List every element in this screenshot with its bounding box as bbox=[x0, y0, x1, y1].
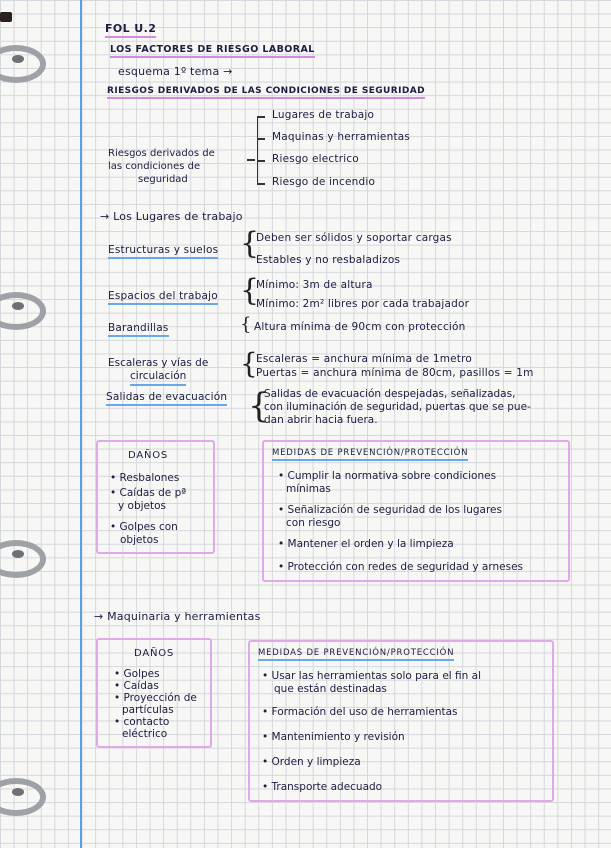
medidas-item-line: • Señalización de seguridad de los lugares bbox=[278, 504, 502, 516]
tree-bracket bbox=[257, 116, 258, 184]
medidas-item-line: con riesgo bbox=[286, 517, 341, 529]
risk-branch: Lugares de trabajo bbox=[272, 109, 375, 121]
row-item-line: Salidas de evacuación despejadas, señalizadas, bbox=[264, 388, 516, 400]
danos-title: DAÑOS bbox=[128, 450, 169, 461]
course-tag: FOL U.2 bbox=[105, 22, 156, 38]
section-heading-lugares: → Los Lugares de trabajo bbox=[100, 210, 243, 223]
medidas-item bbox=[278, 504, 523, 530]
danos-item-line: • Caídas de pª bbox=[110, 487, 187, 499]
danos-item bbox=[110, 487, 186, 513]
medidas-item bbox=[278, 470, 523, 496]
medidas-item-line: • Mantenimiento y revisión bbox=[262, 731, 405, 743]
danos-item bbox=[114, 668, 197, 680]
medidas-item-line: • Usar las herramientas solo para el fin al bbox=[262, 670, 481, 682]
medidas-item bbox=[262, 781, 481, 794]
medidas-item-line: • Protección con redes de seguridad y arneses bbox=[278, 561, 523, 573]
danos-item bbox=[114, 716, 197, 740]
risk-branch: Riesgo de incendio bbox=[272, 176, 376, 188]
medidas-item-line: • Cumplir la normativa sobre condiciones bbox=[278, 470, 497, 482]
medidas-item bbox=[262, 756, 481, 769]
danos-item-line: • Resbalones bbox=[110, 472, 180, 484]
page-subtitle: esquema 1º tema → bbox=[118, 65, 233, 78]
danos-item bbox=[114, 680, 197, 692]
medidas-title: MEDIDAS DE PREVENCIÓN/PROTECCIÓN bbox=[258, 648, 454, 661]
row-item: Estables y no resbaladizos bbox=[256, 254, 401, 266]
row-label: Salidas de evacuación bbox=[106, 391, 227, 406]
medidas-item bbox=[278, 538, 523, 551]
row-item-line: con iluminación de seguridad, puertas que se pue- bbox=[264, 401, 531, 413]
danos-item bbox=[110, 472, 186, 485]
medidas-title: MEDIDAS DE PREVENCIÓN/PROTECCIÓN bbox=[272, 448, 468, 461]
tree-tick bbox=[257, 160, 265, 162]
danos-item-line: • Golpes con bbox=[110, 521, 178, 533]
brace: { bbox=[240, 273, 260, 308]
danos-item bbox=[110, 521, 186, 547]
medidas-item-line: • Mantener el orden y la limpieza bbox=[278, 538, 454, 550]
medidas-item-line: • Formación del uso de herramientas bbox=[262, 706, 458, 718]
row-item: Altura mínima de 90cm con protección bbox=[254, 321, 466, 333]
risk-branch: Riesgo electrico bbox=[272, 153, 359, 165]
danos-list bbox=[114, 668, 197, 740]
brace: { bbox=[240, 226, 260, 261]
danos-item-line: • contacto bbox=[114, 716, 170, 728]
row-label-line: Escaleras y vías de bbox=[108, 357, 209, 369]
medidas-item bbox=[278, 561, 523, 574]
row-label bbox=[108, 357, 208, 386]
tree-tick bbox=[257, 183, 265, 185]
medidas-list bbox=[262, 670, 481, 794]
danos-list bbox=[110, 472, 186, 547]
row-item: Puertas = anchura mínima de 80cm, pasillos = 1m bbox=[256, 367, 534, 379]
medidas-item-line: • Transporte adecuado bbox=[262, 781, 383, 793]
punch-hole bbox=[0, 12, 12, 22]
binder-ring bbox=[0, 45, 46, 83]
section-heading-maquinaria: → Maquinaria y herramientas bbox=[94, 610, 261, 623]
row-item-line: dan abrir hacia fuera. bbox=[264, 414, 378, 426]
danos-item-line: • Caídas bbox=[114, 680, 159, 692]
danos-item-line: partículas bbox=[122, 704, 174, 716]
risk-branch: Maquinas y herramientas bbox=[272, 131, 411, 143]
risk-root-line: Riesgos derivados de bbox=[108, 148, 215, 159]
danos-item-line: objetos bbox=[120, 534, 159, 546]
section-title: RIESGOS DERIVADOS DE LAS CONDICIONES DE SEGURIDAD bbox=[107, 86, 425, 99]
danos-item-line: • Golpes bbox=[114, 668, 160, 680]
danos-title: DAÑOS bbox=[134, 648, 175, 659]
row-item: Deben ser sólidos y soportar cargas bbox=[256, 232, 452, 244]
tree-tick bbox=[257, 116, 265, 118]
risk-root-line: seguridad bbox=[138, 174, 188, 185]
tree-connector bbox=[247, 159, 255, 161]
brace: { bbox=[240, 314, 252, 335]
brace: { bbox=[248, 386, 270, 426]
medidas-item bbox=[262, 670, 481, 696]
danos-item-line: • Proyección de bbox=[114, 692, 197, 704]
row-label: Espacios del trabajo bbox=[108, 290, 218, 305]
row-label: Barandillas bbox=[108, 322, 169, 337]
danos-item bbox=[114, 692, 197, 716]
row-item: Escaleras = anchura mínima de 1metro bbox=[256, 353, 473, 365]
row-item-block bbox=[264, 388, 531, 427]
row-item: Mínimo: 3m de altura bbox=[256, 279, 373, 291]
row-item: Mínimo: 2m² libres por cada trabajador bbox=[256, 298, 470, 310]
brace: { bbox=[240, 347, 258, 380]
danos-item-line: eléctrico bbox=[122, 728, 168, 740]
medidas-list bbox=[278, 470, 523, 574]
margin-line bbox=[80, 0, 82, 848]
risk-root bbox=[108, 147, 215, 186]
row-label-line: circulación bbox=[130, 370, 186, 386]
binder-ring bbox=[0, 540, 46, 578]
risk-root-line: las condiciones de bbox=[108, 161, 201, 172]
tree-tick bbox=[257, 138, 265, 140]
medidas-item-line: • Orden y limpieza bbox=[262, 756, 361, 768]
danos-item-line: y objetos bbox=[118, 500, 167, 512]
row-label: Estructuras y suelos bbox=[108, 244, 218, 259]
medidas-item bbox=[262, 731, 481, 744]
page-title: LOS FACTORES DE RIESGO LABORAL bbox=[110, 44, 315, 58]
medidas-item-line: mínimas bbox=[286, 483, 331, 495]
medidas-item-line: que están destinadas bbox=[274, 683, 387, 695]
medidas-item bbox=[262, 706, 481, 719]
binder-ring bbox=[0, 292, 46, 330]
binder-ring bbox=[0, 778, 46, 816]
